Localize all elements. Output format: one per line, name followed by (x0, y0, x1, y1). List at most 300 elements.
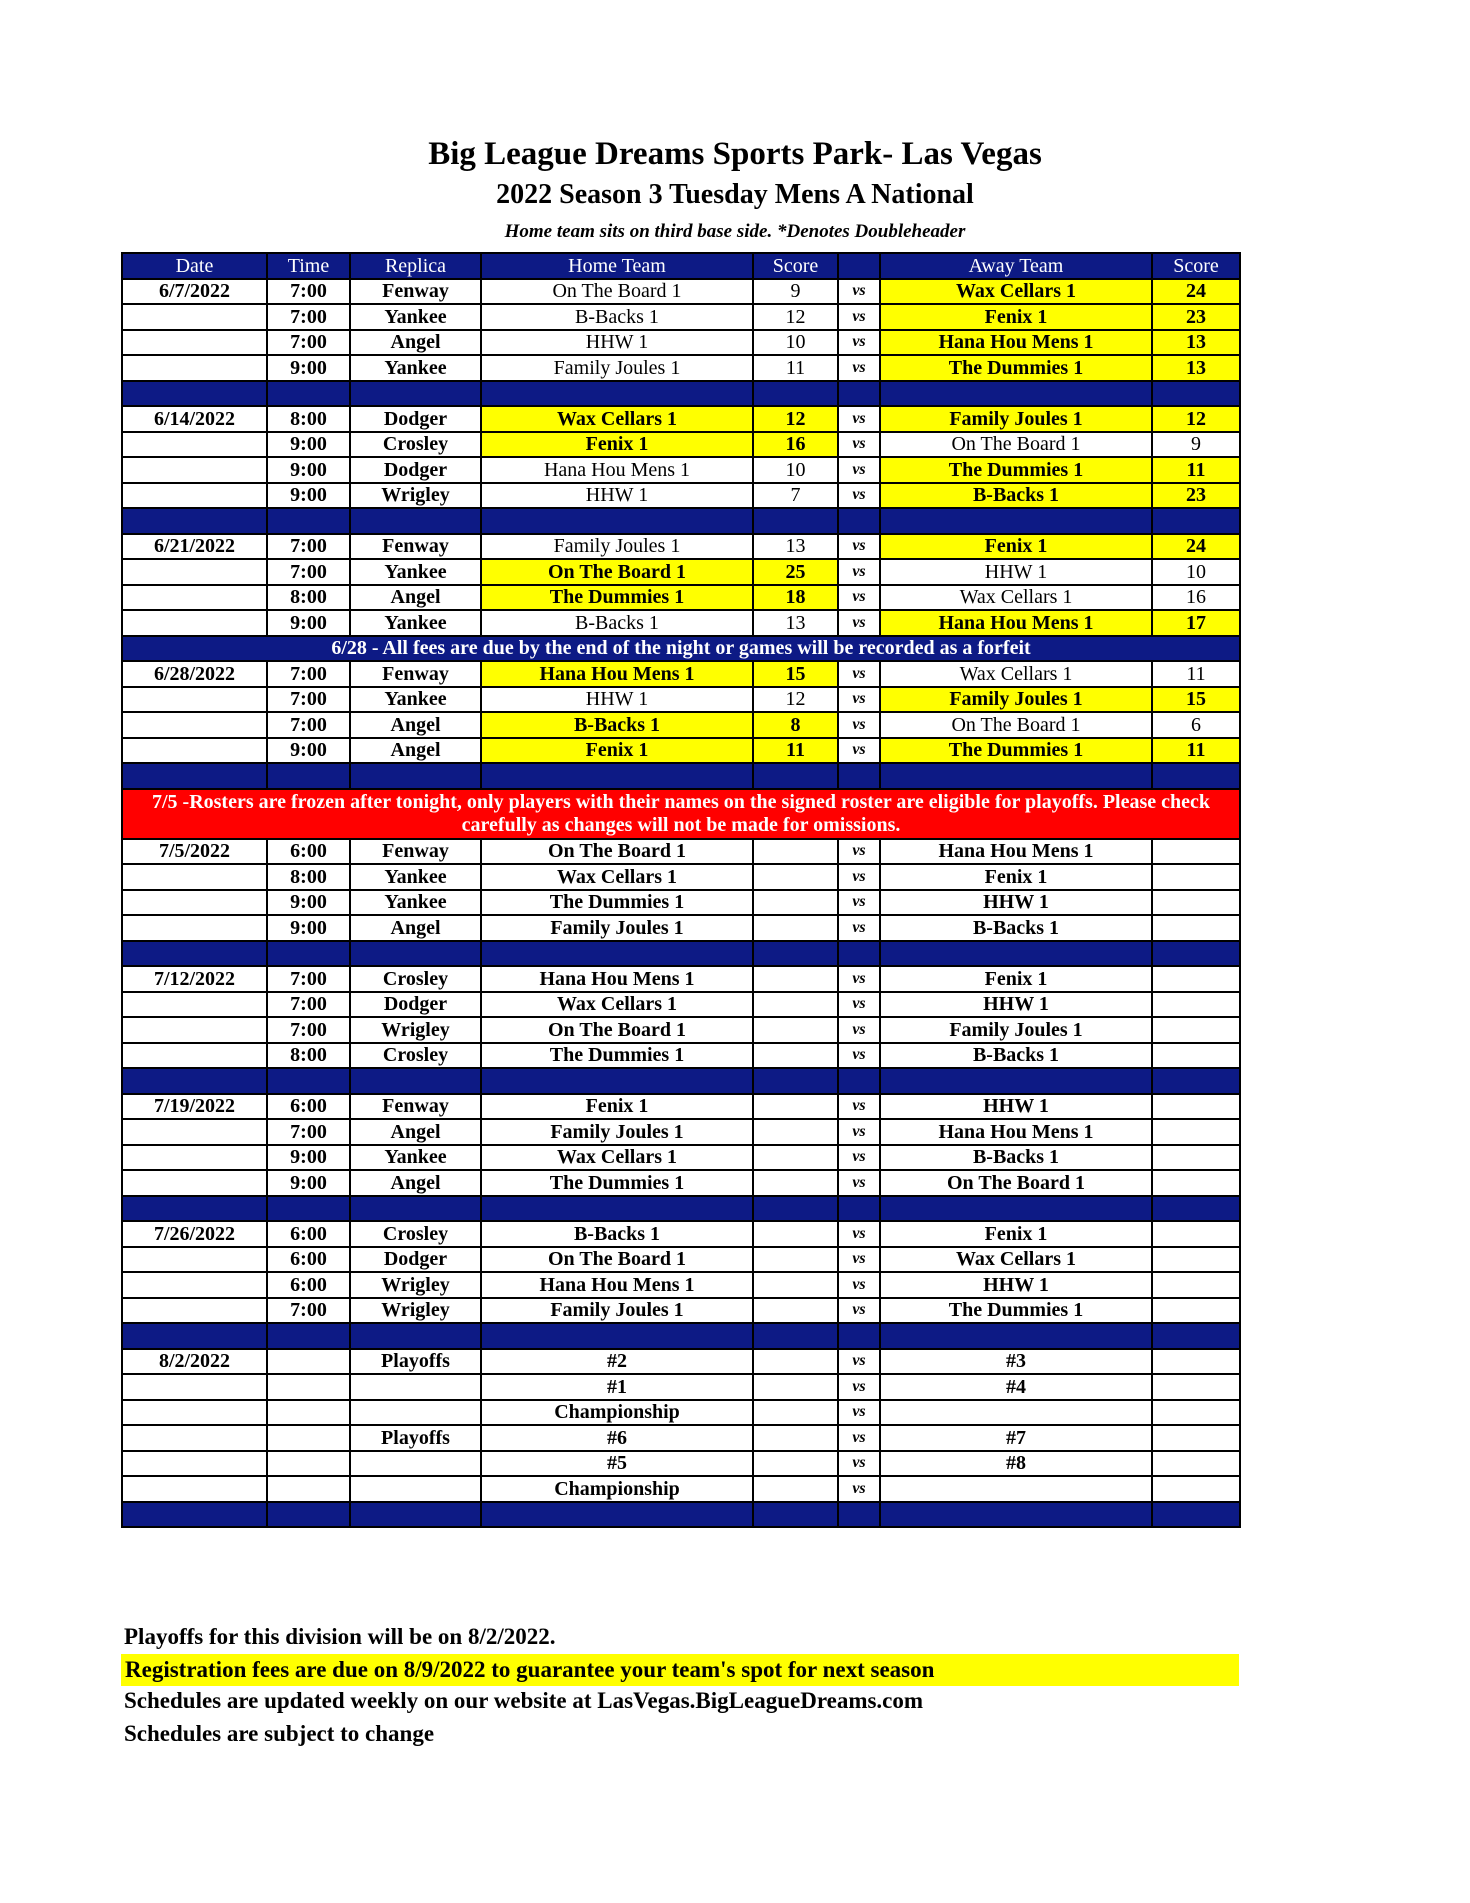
vs-label: vs (838, 1170, 880, 1196)
home-score: 12 (753, 406, 838, 432)
playoff-away-score (1152, 1400, 1240, 1426)
away-score (1152, 1170, 1240, 1196)
home-team: Wax Cellars 1 (481, 1145, 753, 1171)
vs-label: vs (838, 1425, 880, 1451)
game-field: Yankee (350, 687, 481, 713)
away-team: Hana Hou Mens 1 (880, 1119, 1152, 1145)
separator-cell (753, 1068, 838, 1094)
playoff-home-seed: #2 (481, 1349, 753, 1375)
game-date (122, 559, 267, 585)
footer-playoffs-note: Playoffs for this division will be on 8/2/2022. (124, 1624, 556, 1649)
separator-cell (350, 1068, 481, 1094)
game-time: 9:00 (267, 1170, 350, 1196)
playoff-label (350, 1374, 481, 1400)
playoff-away-seed (880, 1476, 1152, 1502)
separator-cell (1152, 1502, 1240, 1528)
separator-cell (838, 941, 880, 967)
game-row (122, 1247, 1240, 1273)
separator-cell (267, 508, 350, 534)
home-score: 13 (753, 610, 838, 636)
vs-label: vs (838, 992, 880, 1018)
away-score: 12 (1152, 406, 1240, 432)
vs-label: vs (838, 1400, 880, 1426)
home-team: The Dummies 1 (481, 1043, 753, 1069)
vs-label: vs (838, 279, 880, 305)
vs-label: vs (838, 559, 880, 585)
game-date (122, 585, 267, 611)
game-time: 6:00 (267, 1272, 350, 1298)
away-score (1152, 1247, 1240, 1273)
playoff-away-score (1152, 1476, 1240, 1502)
separator-cell (122, 508, 267, 534)
away-score: 17 (1152, 610, 1240, 636)
home-score: 12 (753, 304, 838, 330)
vs-label: vs (838, 406, 880, 432)
separator-cell (267, 1323, 350, 1349)
away-team: HHW 1 (880, 1272, 1152, 1298)
game-row (122, 1119, 1240, 1145)
away-score (1152, 1145, 1240, 1171)
game-date (122, 432, 267, 458)
separator-cell (267, 1196, 350, 1222)
vs-label: vs (838, 1451, 880, 1477)
playoff-row (122, 1374, 1240, 1400)
separator-cell (267, 763, 350, 789)
game-time: 7:00 (267, 330, 350, 356)
away-score: 23 (1152, 483, 1240, 509)
away-score: 10 (1152, 559, 1240, 585)
away-score: 13 (1152, 355, 1240, 381)
away-score (1152, 1298, 1240, 1324)
game-row (122, 915, 1240, 941)
away-team: Family Joules 1 (880, 406, 1152, 432)
separator-cell (350, 1196, 481, 1222)
game-time: 9:00 (267, 915, 350, 941)
vs-label: vs (838, 1043, 880, 1069)
playoff-date (122, 1476, 267, 1502)
home-team: Wax Cellars 1 (481, 992, 753, 1018)
page-subtitle: 2022 Season 3 Tuesday Mens A National (496, 179, 974, 210)
game-time: 7:00 (267, 1119, 350, 1145)
week-separator-row (122, 763, 1240, 789)
separator-cell (1152, 381, 1240, 407)
game-field: Wrigley (350, 1298, 481, 1324)
separator-cell (350, 381, 481, 407)
vs-label: vs (838, 483, 880, 509)
vs-label: vs (838, 432, 880, 458)
separator-cell (267, 1068, 350, 1094)
game-date: 7/12/2022 (122, 966, 267, 992)
game-field: Crosley (350, 1043, 481, 1069)
game-date (122, 1017, 267, 1043)
game-row (122, 687, 1240, 713)
vs-label: vs (838, 330, 880, 356)
game-field: Yankee (350, 304, 481, 330)
home-score (753, 1221, 838, 1247)
away-score (1152, 915, 1240, 941)
game-row (122, 304, 1240, 330)
home-score: 7 (753, 483, 838, 509)
home-team: On The Board 1 (481, 559, 753, 585)
away-team: Fenix 1 (880, 1221, 1152, 1247)
game-row (122, 1221, 1240, 1247)
away-team: On The Board 1 (880, 1170, 1152, 1196)
separator-cell (122, 1502, 267, 1528)
game-time: 9:00 (267, 890, 350, 916)
playoff-home-score (753, 1374, 838, 1400)
game-time: 9:00 (267, 457, 350, 483)
home-score: 9 (753, 279, 838, 305)
away-score (1152, 1272, 1240, 1298)
away-team: Wax Cellars 1 (880, 279, 1152, 305)
home-team: On The Board 1 (481, 839, 753, 865)
separator-cell (880, 1196, 1152, 1222)
game-field: Crosley (350, 1221, 481, 1247)
home-team: On The Board 1 (481, 1247, 753, 1273)
away-score: 24 (1152, 279, 1240, 305)
away-score (1152, 1017, 1240, 1043)
game-field: Angel (350, 1170, 481, 1196)
away-team: HHW 1 (880, 992, 1152, 1018)
playoff-away-score (1152, 1374, 1240, 1400)
away-team: B-Backs 1 (880, 1043, 1152, 1069)
separator-cell (753, 1323, 838, 1349)
home-team: B-Backs 1 (481, 304, 753, 330)
separator-cell (880, 941, 1152, 967)
home-score (753, 1043, 838, 1069)
game-date (122, 483, 267, 509)
home-score (753, 992, 838, 1018)
separator-cell (753, 381, 838, 407)
game-row (122, 1272, 1240, 1298)
game-time: 7:00 (267, 966, 350, 992)
separator-cell (481, 763, 753, 789)
home-score: 25 (753, 559, 838, 585)
playoff-label (350, 1476, 481, 1502)
separator-cell (838, 1196, 880, 1222)
home-score: 15 (753, 661, 838, 687)
separator-cell (350, 1323, 481, 1349)
playoff-time (267, 1476, 350, 1502)
game-field: Dodger (350, 406, 481, 432)
footer-website-note: Schedules are updated weekly on our website at LasVegas.BigLeagueDreams.com (124, 1688, 924, 1713)
game-date: 7/26/2022 (122, 1221, 267, 1247)
playoff-date: 8/2/2022 (122, 1349, 267, 1375)
separator-cell (122, 381, 267, 407)
game-time: 6:00 (267, 839, 350, 865)
home-team: Family Joules 1 (481, 1119, 753, 1145)
playoff-away-score (1152, 1451, 1240, 1477)
away-team: Family Joules 1 (880, 1017, 1152, 1043)
separator-cell (481, 1323, 753, 1349)
home-team: The Dummies 1 (481, 585, 753, 611)
away-score: 11 (1152, 661, 1240, 687)
home-score (753, 1298, 838, 1324)
game-field: Fenway (350, 839, 481, 865)
replica-header: Replica (350, 253, 481, 279)
game-row (122, 712, 1240, 738)
separator-cell (122, 763, 267, 789)
separator-cell (267, 381, 350, 407)
roster-alert: 7/5 -Rosters are frozen after tonight, only players with their names on the signed roster are eligible for playoffs. Please check carefully as changes will not be made for omissions. (122, 789, 1240, 839)
home-team: The Dummies 1 (481, 1170, 753, 1196)
separator-cell (838, 1323, 880, 1349)
game-field: Wrigley (350, 1272, 481, 1298)
separator-cell (1152, 508, 1240, 534)
playoff-away-seed: #3 (880, 1349, 1152, 1375)
away-team: Wax Cellars 1 (880, 1247, 1152, 1273)
home-team: B-Backs 1 (481, 1221, 753, 1247)
away-score (1152, 966, 1240, 992)
home-score (753, 839, 838, 865)
game-row (122, 279, 1240, 305)
home-score (753, 1119, 838, 1145)
game-row (122, 966, 1240, 992)
home-team: Fenix 1 (481, 738, 753, 764)
home-team: B-Backs 1 (481, 712, 753, 738)
footer-registration-note: Registration fees are due on 8/9/2022 to guarantee your team's spot for next season (121, 1654, 1239, 1686)
playoff-time (267, 1400, 350, 1426)
game-date (122, 457, 267, 483)
away-team: Hana Hou Mens 1 (880, 330, 1152, 356)
game-row (122, 610, 1240, 636)
home-team: On The Board 1 (481, 1017, 753, 1043)
vs-label: vs (838, 712, 880, 738)
game-time: 6:00 (267, 1247, 350, 1273)
away-team: HHW 1 (880, 559, 1152, 585)
vs-label: vs (838, 534, 880, 560)
game-field: Dodger (350, 992, 481, 1018)
away-score-header: Score (1152, 253, 1240, 279)
away-team: The Dummies 1 (880, 355, 1152, 381)
away-score (1152, 839, 1240, 865)
game-date (122, 738, 267, 764)
playoff-row (122, 1349, 1240, 1375)
vs-label: vs (838, 355, 880, 381)
game-row (122, 992, 1240, 1018)
game-date (122, 330, 267, 356)
game-field: Dodger (350, 457, 481, 483)
game-row (122, 1298, 1240, 1324)
separator-cell (880, 763, 1152, 789)
game-time: 9:00 (267, 483, 350, 509)
vs-label: vs (838, 1272, 880, 1298)
separator-cell (350, 508, 481, 534)
vs-label: vs (838, 610, 880, 636)
away-team: Fenix 1 (880, 966, 1152, 992)
separator-cell (753, 1196, 838, 1222)
game-date: 6/7/2022 (122, 279, 267, 305)
game-row (122, 839, 1240, 865)
game-row (122, 1043, 1240, 1069)
game-row (122, 1145, 1240, 1171)
separator-cell (753, 1502, 838, 1528)
away-team: The Dummies 1 (880, 457, 1152, 483)
vs-label: vs (838, 890, 880, 916)
game-time: 8:00 (267, 406, 350, 432)
away-team: Fenix 1 (880, 864, 1152, 890)
playoff-home-score (753, 1451, 838, 1477)
home-team: Hana Hou Mens 1 (481, 661, 753, 687)
home-team: Hana Hou Mens 1 (481, 966, 753, 992)
game-time: 7:00 (267, 1017, 350, 1043)
home-score (753, 890, 838, 916)
separator-cell (481, 508, 753, 534)
home-score: 10 (753, 457, 838, 483)
playoff-label: Playoffs (350, 1425, 481, 1451)
game-field: Wrigley (350, 1017, 481, 1043)
home-team: Wax Cellars 1 (481, 864, 753, 890)
playoff-time (267, 1425, 350, 1451)
game-time: 8:00 (267, 864, 350, 890)
separator-cell (753, 941, 838, 967)
game-field: Fenway (350, 661, 481, 687)
game-row (122, 1017, 1240, 1043)
game-row (122, 559, 1240, 585)
separator-cell (1152, 941, 1240, 967)
game-date (122, 687, 267, 713)
home-score (753, 1017, 838, 1043)
away-team: B-Backs 1 (880, 1145, 1152, 1171)
game-field: Dodger (350, 1247, 481, 1273)
away-score (1152, 992, 1240, 1018)
separator-cell (753, 763, 838, 789)
playoff-row (122, 1476, 1240, 1502)
playoff-date (122, 1400, 267, 1426)
away-team: B-Backs 1 (880, 915, 1152, 941)
separator-cell (880, 1502, 1152, 1528)
game-field: Angel (350, 738, 481, 764)
game-time: 7:00 (267, 304, 350, 330)
home-score: 13 (753, 534, 838, 560)
game-time: 9:00 (267, 738, 350, 764)
playoff-away-seed (880, 1400, 1152, 1426)
home-score (753, 1272, 838, 1298)
home-team: Family Joules 1 (481, 534, 753, 560)
separator-cell (481, 1502, 753, 1528)
game-time: 7:00 (267, 992, 350, 1018)
game-row (122, 457, 1240, 483)
home-score: 18 (753, 585, 838, 611)
game-date: 7/19/2022 (122, 1094, 267, 1120)
separator-cell (880, 508, 1152, 534)
home-team: Family Joules 1 (481, 355, 753, 381)
game-date: 6/21/2022 (122, 534, 267, 560)
away-score: 23 (1152, 304, 1240, 330)
game-date: 6/14/2022 (122, 406, 267, 432)
vs-label: vs (838, 585, 880, 611)
vs-label: vs (838, 1119, 880, 1145)
playoff-date (122, 1451, 267, 1477)
vs-label: vs (838, 304, 880, 330)
week-separator-row (122, 941, 1240, 967)
game-row (122, 1094, 1240, 1120)
separator-cell (350, 763, 481, 789)
away-score: 11 (1152, 738, 1240, 764)
game-date (122, 890, 267, 916)
game-field: Yankee (350, 610, 481, 636)
away-score: 6 (1152, 712, 1240, 738)
separator-cell (122, 1068, 267, 1094)
vs-label: vs (838, 1017, 880, 1043)
week-separator-row (122, 1323, 1240, 1349)
game-time: 7:00 (267, 279, 350, 305)
game-date (122, 915, 267, 941)
home-team: Family Joules 1 (481, 915, 753, 941)
playoff-time (267, 1374, 350, 1400)
separator-cell (1152, 1068, 1240, 1094)
home-team: Hana Hou Mens 1 (481, 1272, 753, 1298)
game-field: Yankee (350, 559, 481, 585)
game-date (122, 610, 267, 636)
vs-header (838, 253, 880, 279)
game-field: Angel (350, 585, 481, 611)
game-row (122, 585, 1240, 611)
game-date (122, 1145, 267, 1171)
playoff-label (350, 1400, 481, 1426)
away-team: The Dummies 1 (880, 1298, 1152, 1324)
separator-cell (838, 763, 880, 789)
game-time: 7:00 (267, 661, 350, 687)
playoff-label (350, 1451, 481, 1477)
separator-cell (481, 941, 753, 967)
home-score (753, 966, 838, 992)
separator-cell (1152, 763, 1240, 789)
game-field: Crosley (350, 966, 481, 992)
game-field: Angel (350, 330, 481, 356)
playoff-home-seed: Championship (481, 1400, 753, 1426)
away-team: HHW 1 (880, 1094, 1152, 1120)
separator-cell (350, 941, 481, 967)
vs-label: vs (838, 1247, 880, 1273)
away-score (1152, 890, 1240, 916)
away-score: 16 (1152, 585, 1240, 611)
home-team: On The Board 1 (481, 279, 753, 305)
game-row (122, 534, 1240, 560)
away-team: B-Backs 1 (880, 483, 1152, 509)
separator-cell (838, 1502, 880, 1528)
away-score: 9 (1152, 432, 1240, 458)
game-row (122, 432, 1240, 458)
home-team: Fenix 1 (481, 1094, 753, 1120)
home-team: Fenix 1 (481, 432, 753, 458)
week-separator-row (122, 381, 1240, 407)
game-field: Fenway (350, 1094, 481, 1120)
away-team: Fenix 1 (880, 304, 1152, 330)
separator-cell (267, 941, 350, 967)
playoff-away-seed: #4 (880, 1374, 1152, 1400)
playoff-home-score (753, 1425, 838, 1451)
separator-cell (122, 1196, 267, 1222)
away-score: 13 (1152, 330, 1240, 356)
separator-cell (880, 1323, 1152, 1349)
away-score (1152, 1221, 1240, 1247)
home-score: 11 (753, 738, 838, 764)
game-date (122, 712, 267, 738)
game-date: 7/5/2022 (122, 839, 267, 865)
away-score (1152, 1043, 1240, 1069)
separator-cell (753, 508, 838, 534)
home-score (753, 1170, 838, 1196)
home-team: HHW 1 (481, 687, 753, 713)
vs-label: vs (838, 1476, 880, 1502)
playoff-home-seed: #1 (481, 1374, 753, 1400)
playoff-row (122, 1400, 1240, 1426)
home-score: 12 (753, 687, 838, 713)
away-team: Fenix 1 (880, 534, 1152, 560)
schedule-table (121, 252, 1241, 1528)
playoff-home-score (753, 1349, 838, 1375)
